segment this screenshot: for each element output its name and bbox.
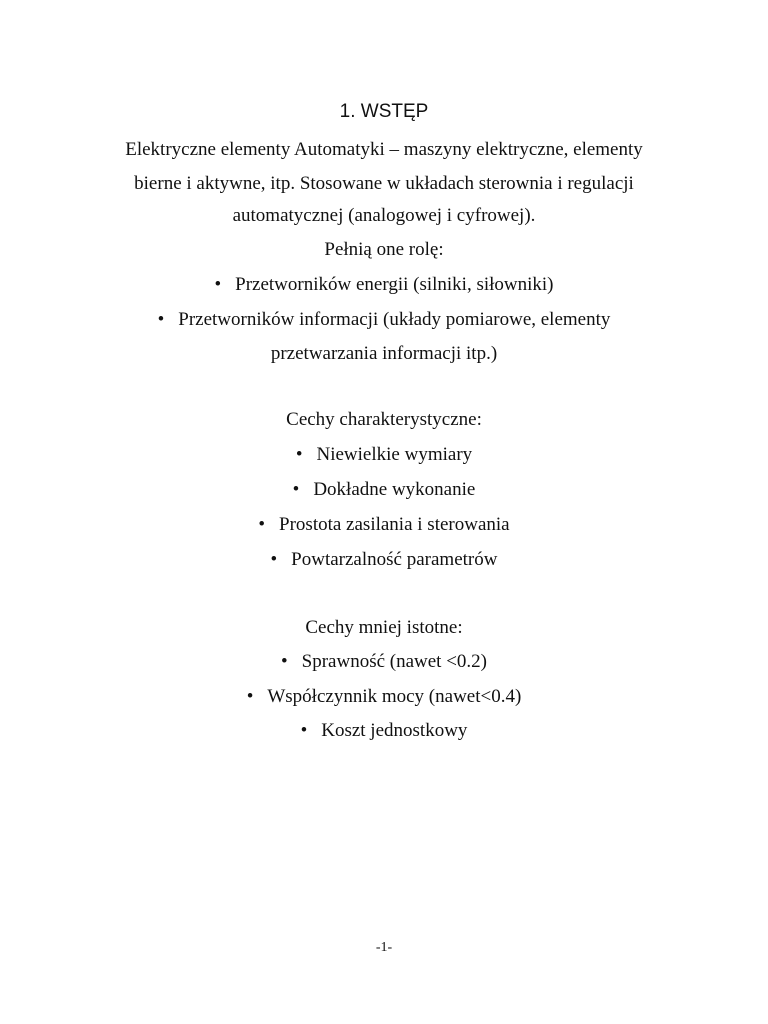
intro-line-3: automatycznej (analogowej i cyfrowej). (232, 205, 536, 226)
page-number: -1- (375, 940, 393, 955)
roles-list-item (0, 308, 768, 332)
minor-features-list-item (0, 685, 768, 709)
bullet-icon: • (300, 720, 308, 741)
features-list-item (0, 478, 768, 502)
bullet-icon: • (280, 651, 288, 672)
bullet-icon: • (258, 514, 266, 535)
features-list-item (0, 443, 768, 467)
intro-line-1: Elektryczne elementy Automatyki – maszyny elektryczne, elementy (125, 139, 643, 160)
roles-item-2: Przetworników informacji (układy pomiarowe, elementy (178, 309, 611, 330)
section-title: 1. WSTĘP (339, 101, 429, 122)
bullet-icon: • (292, 479, 300, 500)
features-list-item (0, 548, 768, 572)
features-list-item (0, 513, 768, 537)
roles-item-1: Przetworników energii (silniki, siłowniki) (235, 274, 554, 295)
minor-features-heading: Cechy mniej istotne: (305, 617, 463, 638)
features-heading: Cechy charakterystyczne: (286, 409, 482, 430)
bullet-icon: • (214, 274, 222, 295)
roles-item-2-continuation: przetwarzania informacji itp.) (270, 343, 498, 364)
features-item-3: Prostota zasilania i sterowania (279, 514, 510, 535)
features-item-2: Dokładne wykonanie (313, 479, 476, 500)
features-item-4: Powtarzalność parametrów (291, 549, 498, 570)
bullet-icon: • (295, 444, 303, 465)
bullet-icon: • (246, 686, 254, 707)
minor-features-list-item (0, 719, 768, 743)
minor-features-item-1: Sprawność (nawet <0.2) (301, 651, 488, 672)
roles-list-item (0, 273, 768, 297)
minor-features-item-3: Koszt jednostkowy (321, 720, 468, 741)
intro-line-2: bierne i aktywne, itp. Stosowane w układach sterownia i regulacji (134, 173, 634, 194)
minor-features-item-2: Współczynnik mocy (nawet<0.4) (267, 686, 522, 707)
minor-features-list-item (0, 650, 768, 674)
features-item-1: Niewielkie wymiary (316, 444, 473, 465)
bullet-icon: • (157, 309, 165, 330)
bullet-icon: • (270, 549, 278, 570)
intro-line-4: Pełnią one rolę: (324, 239, 444, 260)
